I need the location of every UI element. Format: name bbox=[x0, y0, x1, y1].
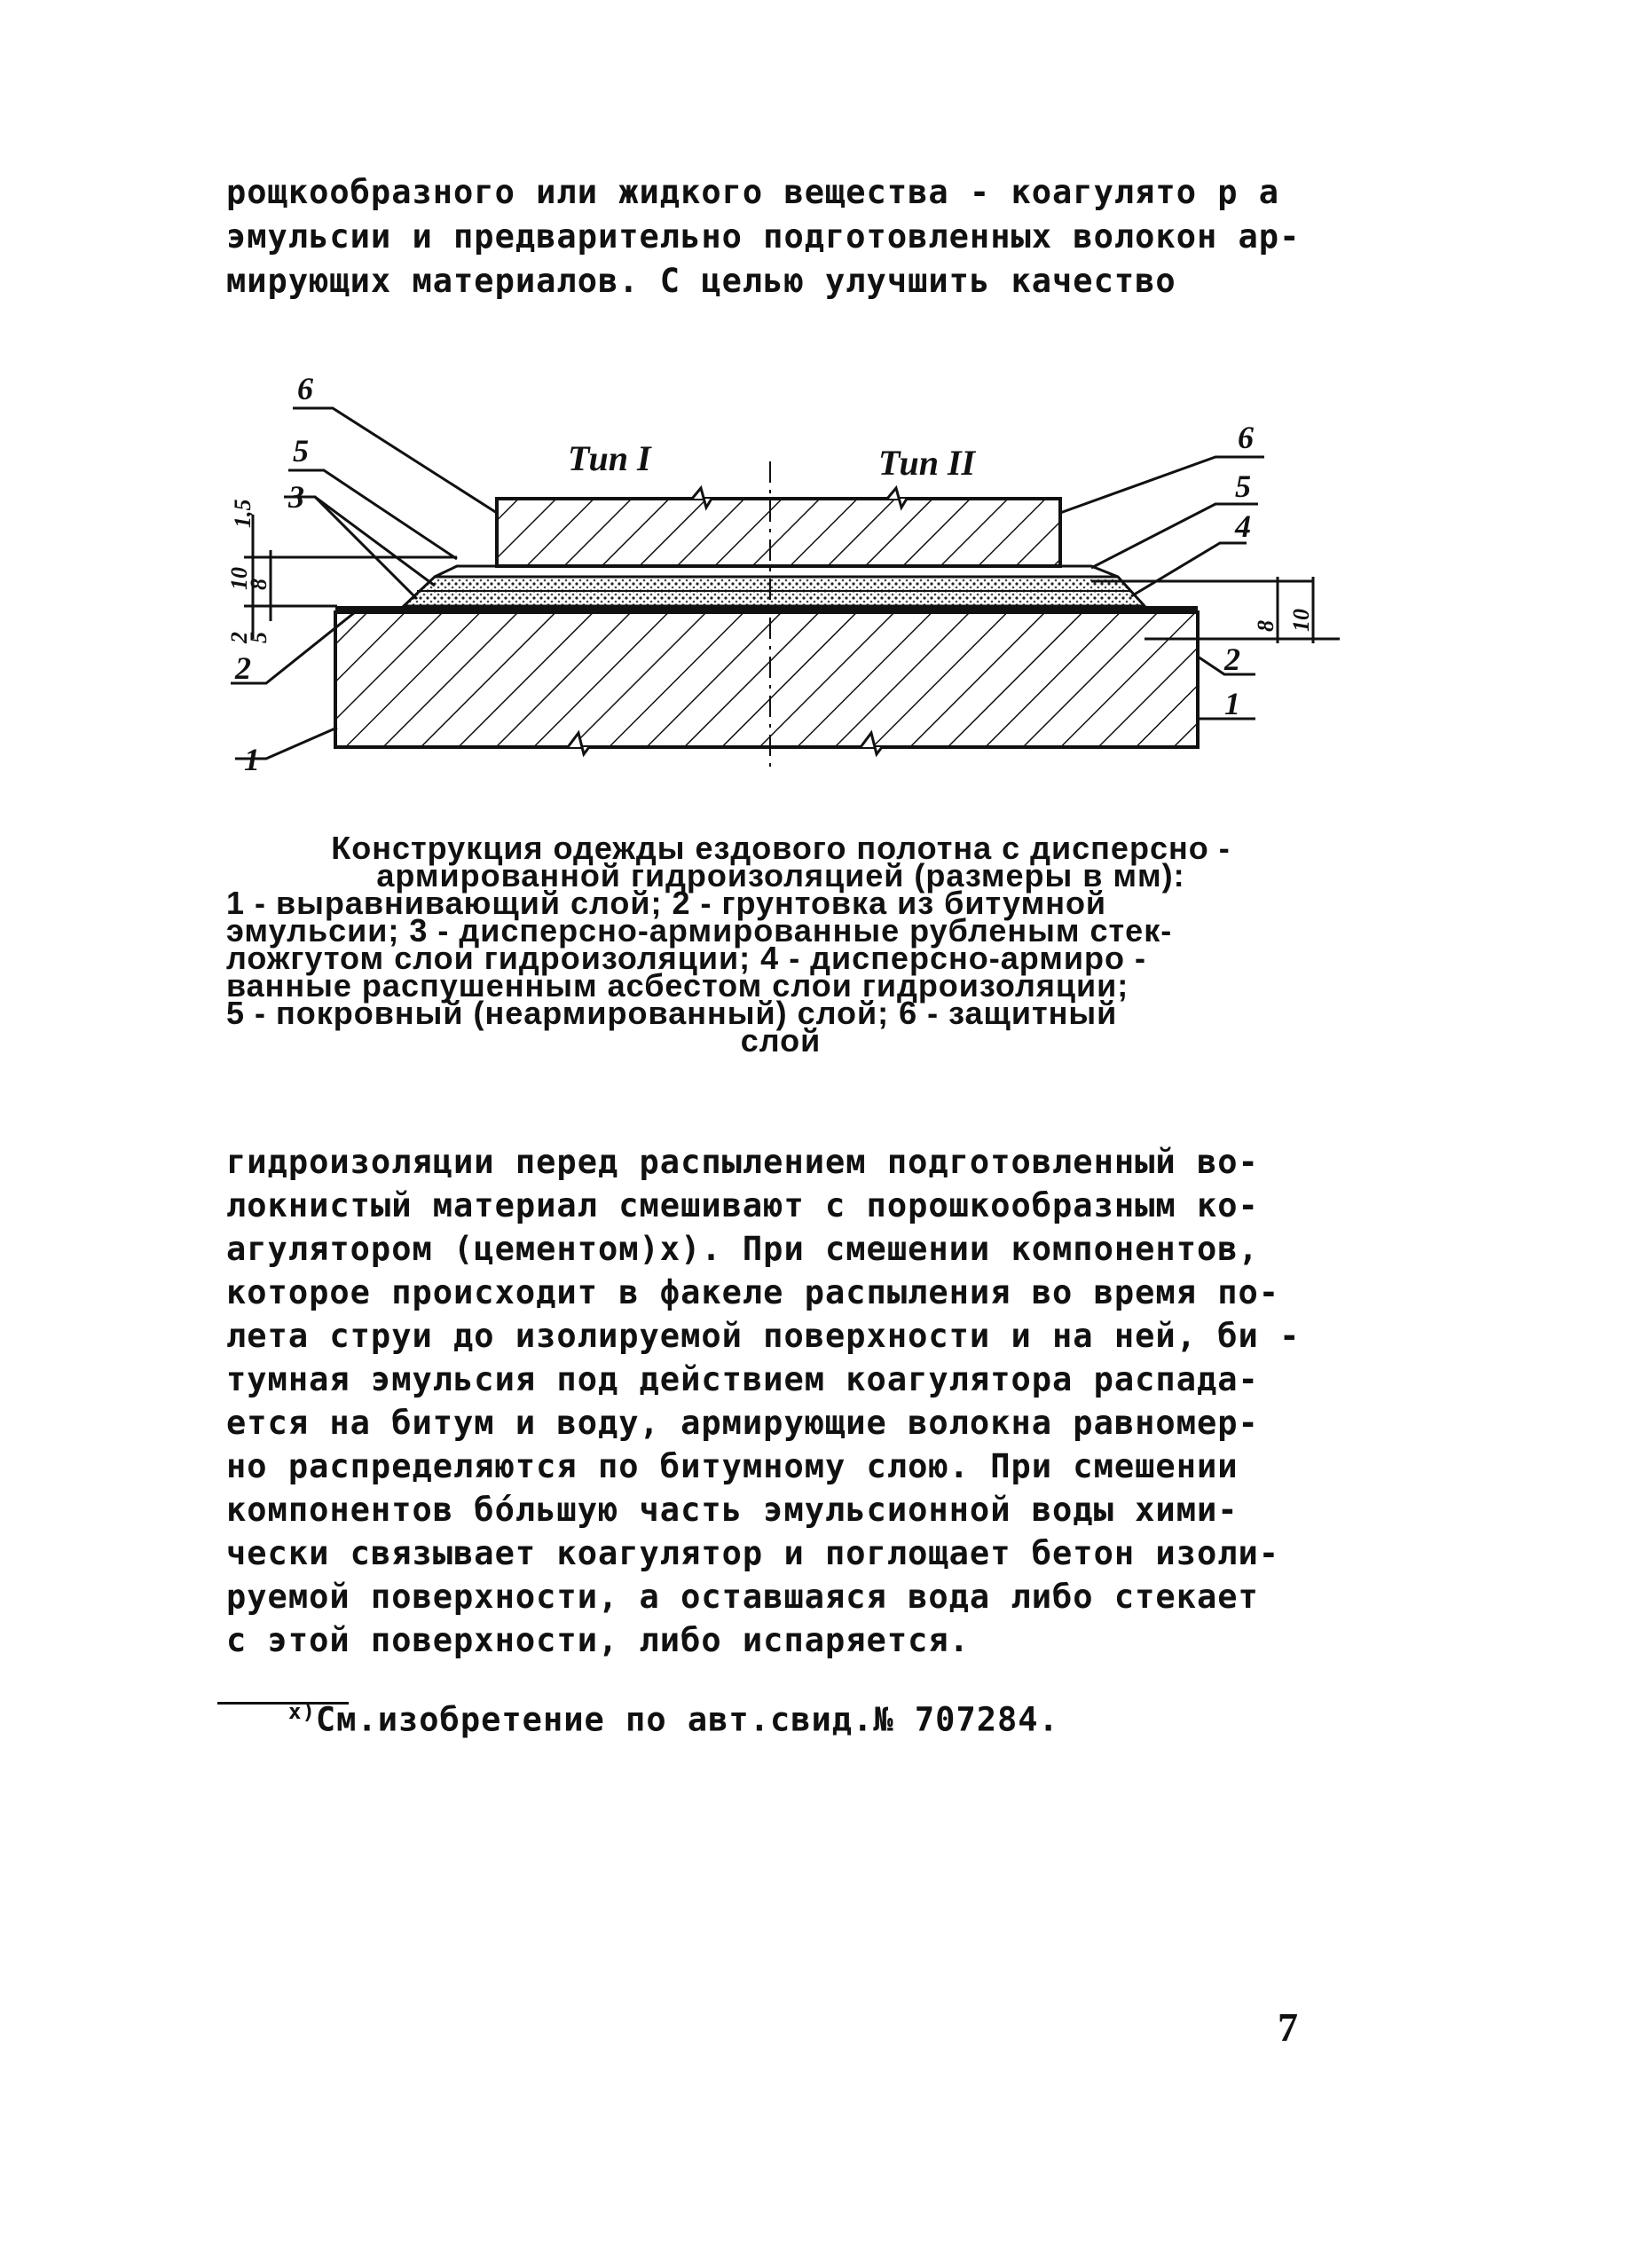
paragraph-bottom-line-7: ется на битум и воду, армирующие волокна равномер- bbox=[226, 1404, 1259, 1442]
caption-line-1: Конструкция одежды ездового полотна с дисперсно - bbox=[331, 830, 1231, 866]
pavement-cross-section-figure bbox=[0, 0, 1652, 799]
paragraph-bottom-line-2: локнистый материал смешивают с порошкообразным ко- bbox=[226, 1186, 1259, 1224]
footnote-marker: х) bbox=[288, 1699, 316, 1724]
right-dim-8: 8 bbox=[1253, 620, 1278, 632]
caption-line-7: 5 - покровный (неармированный) слой; 6 - защитный bbox=[226, 995, 1118, 1031]
figure-caption bbox=[226, 830, 1335, 1059]
paragraph-top-line-2: эмульсии и предварительно подготовленных волокон ар- bbox=[226, 217, 1301, 256]
paragraph-bottom-line-5: лета струи до изолируемой поверхности и на ней, би - bbox=[226, 1317, 1301, 1355]
caption-line-2: армированной гидроизоляцией (размеры в мм): bbox=[376, 857, 1185, 894]
right-label-2: 2 bbox=[1224, 642, 1240, 677]
right-label-4: 4 bbox=[1235, 508, 1251, 544]
right-label-1: 1 bbox=[1224, 686, 1240, 721]
caption-line-3: 1 - выравнивающий слой; 2 - грунтовка из битумной bbox=[226, 885, 1107, 921]
paragraph-bottom-line-4: которое происходит в факеле распыления во время по- bbox=[226, 1273, 1280, 1311]
left-label-2: 2 bbox=[235, 650, 251, 686]
left-label-5: 5 bbox=[293, 433, 309, 468]
caption-line-5: ложгутом слои гидроизоляции; 4 - дисперсно-армиро - bbox=[226, 940, 1146, 976]
left-label-6: 6 bbox=[297, 371, 313, 406]
footnote-text: См.изобретение по авт.свид.№ 707284. bbox=[315, 1700, 1059, 1739]
caption-line-4: эмульсии; 3 - дисперсно-армированные рубленым стек- bbox=[226, 912, 1173, 949]
left-dim-10: 10 bbox=[226, 567, 252, 590]
type-right-label: Тип II bbox=[878, 443, 976, 483]
caption-line-8: слой bbox=[740, 1022, 822, 1059]
left-dim-8: 8 bbox=[246, 579, 271, 590]
left-label-1: 1 bbox=[244, 742, 260, 777]
paragraph-bottom-line-3: агулятором (цементом)х). При смешении компонентов, bbox=[226, 1230, 1259, 1268]
right-label-6: 6 bbox=[1238, 420, 1254, 455]
left-dim-5: 5 bbox=[246, 632, 271, 643]
right-label-5: 5 bbox=[1235, 468, 1251, 504]
paragraph-bottom-line-8: но распределяются по битумному слою. При смешении bbox=[226, 1447, 1239, 1485]
left-dim-2: 2 bbox=[226, 632, 252, 643]
paragraph-bottom-line-6: тумная эмульсия под действием коагулятора распада- bbox=[226, 1360, 1259, 1398]
left-dim-1-5: 1,5 bbox=[230, 499, 256, 528]
paragraph-bottom-line-1: гидроизоляции перед распылением подготовленный во- bbox=[226, 1143, 1259, 1181]
page-number: 7 bbox=[1278, 2004, 1298, 2050]
left-label-3: 3 bbox=[288, 479, 304, 515]
layer-1-leveling-slab bbox=[335, 612, 1198, 754]
paragraph-bottom-line-10: чески связывает коагулятор и поглощает бетон изоли- bbox=[226, 1534, 1280, 1572]
type-left-label: Тип I bbox=[568, 438, 651, 478]
footnote bbox=[288, 1699, 1059, 1738]
layer-6-protective bbox=[497, 488, 1060, 566]
paragraph-bottom-line-12: с этой поверхности, либо испаряется. bbox=[226, 1621, 970, 1659]
caption-line-6: ванные распушенным асбестом слои гидроизоляции; bbox=[226, 967, 1129, 1004]
paragraph-bottom-line-11: руемой поверхности, а оставшаяся вода либо стекает bbox=[226, 1578, 1259, 1616]
right-dim-10: 10 bbox=[1288, 609, 1314, 632]
left-dimension-lines bbox=[253, 515, 271, 639]
paragraph-top-line-1: рощкообразного или жидкого вещества - коагулято р а bbox=[226, 173, 1280, 211]
paragraph-bottom-line-9: компонентов бо́льшую часть эмульсионной воды хими- bbox=[226, 1491, 1239, 1529]
paragraph-bottom bbox=[226, 1140, 1335, 1662]
paragraph-top-line-3: мирующих материалов. С целью улучшить качество bbox=[226, 262, 1176, 300]
layer-3-4-reinforced-waterproofing bbox=[404, 577, 1145, 606]
